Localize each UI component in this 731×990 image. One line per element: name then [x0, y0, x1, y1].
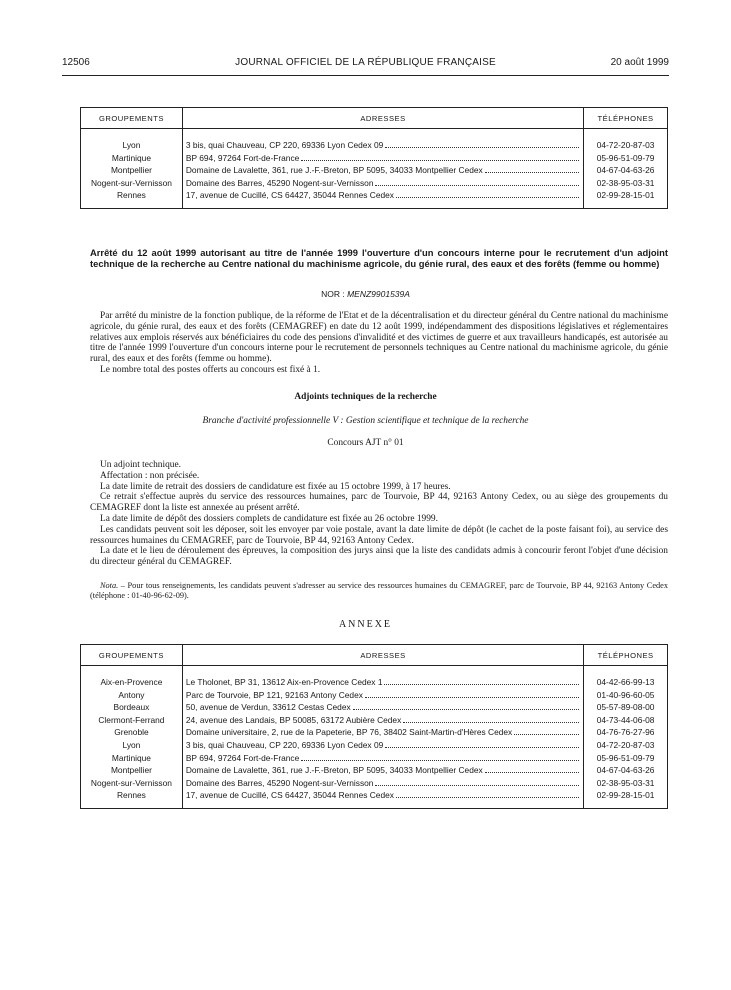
paragraph: La date limite de retrait des dossiers de candidature est fixée au 15 octobre 1999, à 17 heures. — [100, 481, 451, 492]
adresse-cell — [182, 152, 583, 165]
dot-leader — [485, 171, 579, 173]
dot-leader — [353, 708, 580, 710]
adresse-cell — [182, 676, 583, 689]
adresse-text: Domaine des Barres, 45290 Nogent-sur-Vernisson — [185, 177, 374, 188]
adresse-cell — [182, 189, 583, 202]
groupement-cell: Lyon — [81, 739, 183, 752]
col-telephones: TÉLÉPHONES — [584, 108, 668, 129]
groupement-cell: Martinique — [81, 752, 183, 765]
paragraph: La date et le lieu de déroulement des épreuves, la composition des jurys ainsi que la liste des candidats admis à concourir feront l'objet d'une décision du directeur général du CEMAGREF. — [90, 546, 668, 568]
groupement-cell: Nogent-sur-Vernisson — [81, 177, 183, 190]
table-row — [81, 789, 668, 802]
issue-date: 20 août 1999 — [610, 57, 669, 68]
table-row — [81, 152, 668, 165]
table-row — [81, 701, 668, 714]
table-row — [81, 726, 668, 739]
adresse-text: 50, avenue de Verdun, 33612 Cestas Cedex — [185, 702, 351, 713]
telephone-cell: 04-72-20-87-03 — [596, 140, 655, 150]
adresse-cell — [182, 689, 583, 702]
telephone-cell: 04-67-04-63-26 — [596, 765, 655, 776]
dot-leader — [301, 759, 579, 761]
note-text: – Pour tous renseignements, les candidats peuvent s'adresser au service des ressources humaines du CEMAGREF, parc de Tourvoie, BP 44, 92163 Antony Cedex (téléphone : 01-40-96-62-09). — [90, 581, 668, 600]
table-row — [81, 689, 668, 702]
adresse-cell — [182, 701, 583, 714]
adresse-text: 3 bis, quai Chauveau, CP 220, 69336 Lyon Cedex 09 — [185, 739, 384, 750]
groupement-cell: Nogent-sur-Vernisson — [81, 777, 183, 790]
adresse-cell — [182, 714, 583, 727]
table-row — [81, 752, 668, 765]
groupements-table-top — [80, 107, 668, 209]
telephone-cell: 04-42-66-99-13 — [596, 677, 655, 687]
col-adresses: ADRESSES — [182, 645, 583, 666]
groupements-table-annexe — [80, 644, 668, 809]
concours-heading: Concours AJT n° 01 — [327, 438, 404, 448]
groupement-cell: Grenoble — [81, 726, 183, 739]
telephone-cell: 02-38-95-03-31 — [596, 777, 655, 788]
table-row — [81, 177, 668, 190]
dot-leader — [403, 721, 579, 723]
paragraph: Par arrêté du ministre de la fonction publique, de la réforme de l'Etat et de la décentralisation et du directeur général du Centre national du machinisme agricole, du génie rural, des eaux et des forêts (CEMAGREF) en date du 12 août 1999, indépendamment des dispositions législatives et réglementaires relatives aux emplois réservés aux bénéficiaires du code des pensions d'invalidité et des victimes de guerre et aux travailleurs handicapés, est autorisée au titre de l'année 1999 l'ouverture d'un concours interne pour le recrutement de personnels techniques au Centre national du machinisme agricole, du génie rural, des eaux et des forêts (femme ou homme). — [90, 311, 668, 365]
dot-leader — [301, 159, 579, 161]
groupement-cell: Aix-en-Provence — [81, 676, 183, 689]
table-row — [81, 764, 668, 777]
adresse-text: 24, avenue des Landais, BP 50085, 63172 Aubière Cedex — [185, 714, 402, 725]
nor-value: MENZ9901539A — [347, 289, 410, 299]
telephone-cell: 02-99-28-15-01 — [596, 790, 655, 801]
telephone-cell: 05-96-51-09-79 — [596, 152, 655, 163]
page-number: 12506 — [62, 57, 90, 68]
telephone-cell: 05-96-51-09-79 — [596, 752, 655, 763]
adresse-cell — [182, 777, 583, 790]
table-row — [81, 164, 668, 177]
dot-leader — [385, 146, 579, 148]
decree-title: Arrêté du 12 août 1999 autorisant au titre de l'année 1999 l'ouverture d'un concours interne pour le recrutement d'un adjoint technique de la recherche au Centre national du machinisme agricole, du génie rural, des eaux et des forêts (femme ou homme) — [90, 247, 668, 269]
groupement-cell: Montpellier — [81, 764, 183, 777]
groupement-cell: Rennes — [81, 789, 183, 802]
dot-leader — [375, 184, 579, 186]
nota — [90, 581, 668, 601]
groupement-cell: Rennes — [81, 189, 183, 202]
nor-reference — [0, 289, 731, 299]
col-adresses: ADRESSES — [182, 108, 583, 129]
paragraph: Un adjoint technique. — [100, 460, 181, 470]
adresse-text: BP 694, 97264 Fort-de-France — [185, 752, 300, 763]
groupement-cell: Antony — [81, 689, 183, 702]
telephone-cell: 05-57-89-08-00 — [596, 702, 655, 713]
paragraph: Le nombre total des postes offerts au concours est fixé à 1. — [100, 364, 321, 375]
branch-heading: Branche d'activité professionnelle V : Gestion scientifique et technique de la recherche — [202, 416, 529, 426]
paragraph: La date limite de dépôt des dossiers complets de candidature est fixée au 26 octobre 1999. — [100, 513, 438, 524]
dot-leader — [385, 746, 579, 748]
annexe-heading: ANNEXE — [338, 619, 393, 630]
adresse-text: Le Tholonet, BP 31, 13612 Aix-en-Provence Cedex 1 — [185, 677, 383, 687]
groupement-cell: Martinique — [81, 152, 183, 165]
decree-intro — [90, 311, 668, 376]
groupement-cell: Montpellier — [81, 164, 183, 177]
dot-leader — [396, 196, 579, 198]
adresse-text: Domaine universitaire, 2, rue de la Papeterie, BP 76, 38402 Saint-Martin-d'Hères Cedex — [185, 727, 513, 738]
groupement-cell: Bordeaux — [81, 701, 183, 714]
dot-leader — [375, 784, 579, 786]
telephone-cell: 02-38-95-03-31 — [596, 177, 655, 188]
concours-details — [90, 460, 668, 568]
adresse-cell — [182, 739, 583, 752]
adresse-cell — [182, 726, 583, 739]
adresse-text: Domaine des Barres, 45290 Nogent-sur-Vernisson — [185, 777, 374, 788]
col-telephones: TÉLÉPHONES — [584, 645, 668, 666]
adresse-cell — [182, 177, 583, 190]
telephone-cell: 02-99-28-15-01 — [596, 190, 655, 201]
adresse-text: Domaine de Lavalette, 361, rue J.-F.-Breton, BP 5095, 34033 Montpellier Cedex — [185, 765, 483, 776]
col-groupements: GROUPEMENTS — [81, 645, 183, 666]
page-header — [62, 55, 669, 76]
dot-leader — [514, 733, 579, 735]
note-label: Nota. — [100, 581, 119, 590]
adresse-cell — [182, 164, 583, 177]
groupement-cell: Clermont-Ferrand — [81, 714, 183, 727]
paragraph: Ce retrait s'effectue auprès du service des ressources humaines, parc de Tourvoie, BP 44, 92163 Antony Cedex, ou au siège des groupements du CEMAGREF dont la liste est annexée au présent arrêté. — [90, 492, 668, 514]
dot-leader — [485, 771, 579, 773]
adresse-text: BP 694, 97264 Fort-de-France — [185, 152, 300, 163]
telephone-cell: 04-72-20-87-03 — [596, 739, 655, 750]
section-heading: Adjoints techniques de la recherche — [294, 392, 437, 402]
dot-leader — [396, 796, 579, 798]
paragraph: Les candidats peuvent soit les déposer, soit les envoyer par voie postale, avant la date limite de dépôt (le cachet de la poste faisant foi), au service des ressources humaines du CEMAGREF, parc de Tourvoie, BP 44, 92163 Antony Cedex. — [90, 524, 668, 546]
table-row — [81, 189, 668, 202]
table-row — [81, 139, 668, 152]
telephone-cell: 04-67-04-63-26 — [596, 165, 655, 176]
adresse-text: Parc de Tourvoie, BP 121, 92163 Antony Cedex — [185, 689, 363, 700]
table-row — [81, 714, 668, 727]
journal-name: JOURNAL OFFICIEL DE LA RÉPUBLIQUE FRANÇAISE — [235, 57, 496, 68]
groupement-cell: Lyon — [81, 139, 183, 152]
adresse-cell — [182, 752, 583, 765]
telephone-cell: 01-40-96-60-05 — [596, 689, 655, 700]
adresse-text: 17, avenue de Cucillé, CS 64427, 35044 Rennes Cedex — [185, 190, 394, 201]
telephone-cell: 04-73-44-06-08 — [596, 714, 655, 725]
dot-leader — [384, 683, 579, 685]
telephone-cell: 04-76-76-27-96 — [596, 727, 655, 738]
adresse-text: 3 bis, quai Chauveau, CP 220, 69336 Lyon Cedex 09 — [185, 140, 384, 150]
col-groupements: GROUPEMENTS — [81, 108, 183, 129]
nor-label: NOR : — [321, 289, 345, 299]
dot-leader — [365, 696, 579, 698]
table-row — [81, 777, 668, 790]
adresse-cell — [182, 764, 583, 777]
table-row — [81, 676, 668, 689]
paragraph: Affectation : non précisée. — [100, 470, 200, 481]
table-row — [81, 739, 668, 752]
adresse-cell — [182, 139, 583, 152]
adresse-text: Domaine de Lavalette, 361, rue J.-F.-Breton, BP 5095, 34033 Montpellier Cedex — [185, 165, 483, 176]
adresse-cell — [182, 789, 583, 802]
adresse-text: 17, avenue de Cucillé, CS 64427, 35044 Rennes Cedex — [185, 790, 394, 801]
